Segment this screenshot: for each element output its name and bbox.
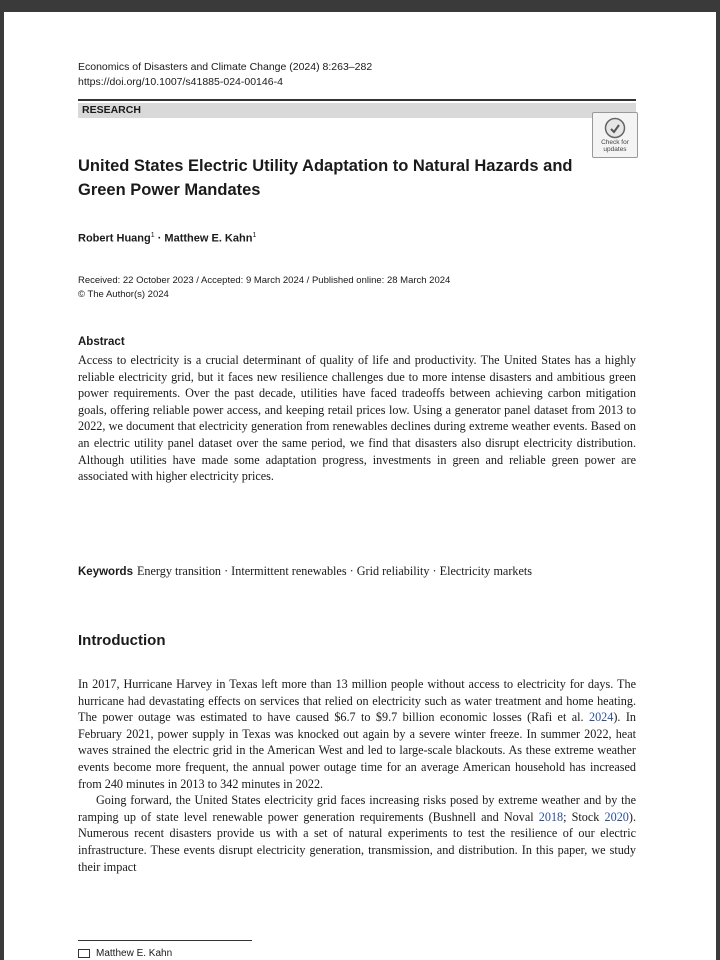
- paper-page: [4, 12, 716, 960]
- paragraph-text: In 2017, Hurricane Harvey in Texas left more than 13 million people without access to electricity for days. The hurricane had devastating effects on services that relied on electricity such as water treatment and home heating. The power outage was estimated to have caused $6.7 to $9.7 billion economic losses (Rafi et al.: [78, 677, 636, 725]
- journal-citation: Economics of Disasters and Climate Change (2024) 8:263–282: [78, 61, 373, 73]
- paragraph-text: ). Numerous recent disasters provide us with a set of natural experiments to test the resilience of our electric infrastructure. These events disrupt electricity generation, transmission, and distribution. In this paper, we study their impact: [78, 809, 636, 874]
- header-rule: [78, 99, 636, 101]
- section-label: RESEARCH: [78, 103, 636, 118]
- abstract-heading: Abstract: [78, 336, 125, 348]
- badge-line-1: Check for: [601, 139, 629, 146]
- citation-link[interactable]: 2018: [538, 809, 564, 824]
- author-name[interactable]: Matthew E. Kahn: [164, 232, 253, 245]
- corresponding-author-name: Matthew E. Kahn: [96, 948, 173, 959]
- paragraph-text: Going forward, the United States electricity grid faces increasing risks posed by extreme weather and by the ramping up of state level renewable power generation requirements (Bushnell and Noval: [78, 793, 636, 824]
- email-icon[interactable]: [78, 949, 90, 958]
- paragraph-text: ). In February 2021, power supply in Texas was knocked out again by a severe winter freeze. In summer 2022, heat waves strained the electric grid in the American West and led to large-scale blackouts. As these extreme weather events become more frequent, the annual power outage time for an average American household has increased from 240 minutes in 2013 to 342 minutes in 2022.: [78, 710, 636, 791]
- badge-line-2: updates: [603, 146, 627, 153]
- abstract-body: Access to electricity is a crucial determinant of quality of life and productivity. The United States has a highly reliable electricity grid, but it faces new resilience challenges due to more intense disasters and ambitious green power requirements. Over the past decade, utilities have faced tradeoffs between achieving carbon mitigation goals, offering reliable power access, and keeping retail prices low. Using a generator panel dataset from 2013 to 2022, we document that electricity generation from renewables declines during extreme weather events. Based on an electric utility panel dataset over the same period, we find that disasters also disrupt electricity distribution. Although utilities have made some adaptation progress, investments in green and reliable green power are associated with higher electricity prices.: [78, 353, 636, 484]
- copyright-line: © The Author(s) 2024: [78, 289, 169, 300]
- author-separator: ·: [154, 232, 165, 245]
- paragraph-text: ; Stock: [563, 809, 605, 824]
- keywords-list: Energy transition · Intermittent renewables · Grid reliability · Electricity markets: [136, 564, 533, 578]
- introduction-heading: Introduction: [78, 632, 166, 649]
- introduction-body: [78, 676, 636, 875]
- citation-link[interactable]: 2024: [588, 710, 614, 725]
- check-updates-icon: [604, 117, 626, 139]
- paragraph: [78, 792, 636, 875]
- article-title: United States Electric Utility Adaptation to Natural Hazards and Green Power Mandates: [78, 157, 573, 199]
- affiliation-marker: 1: [150, 232, 155, 239]
- keywords-block: [78, 563, 636, 581]
- doi-link[interactable]: https://doi.org/10.1007/s41885-024-00146-4: [78, 76, 283, 88]
- footnote-rule: [78, 940, 252, 941]
- corresponding-author: [78, 948, 172, 959]
- journal-header: [78, 60, 372, 90]
- received-accepted-dates: Received: 22 October 2023 / Accepted: 9 March 2024 / Published online: 28 March 2024: [78, 275, 451, 286]
- affiliation-marker: 1: [252, 232, 257, 239]
- check-for-updates-badge[interactable]: [592, 112, 638, 158]
- author-name[interactable]: Robert Huang: [78, 232, 151, 245]
- paragraph: [78, 676, 636, 792]
- author-list: [78, 232, 256, 245]
- article-history: [78, 274, 450, 302]
- keywords-heading: Keywords: [78, 566, 133, 578]
- citation-link[interactable]: 2020: [604, 809, 629, 824]
